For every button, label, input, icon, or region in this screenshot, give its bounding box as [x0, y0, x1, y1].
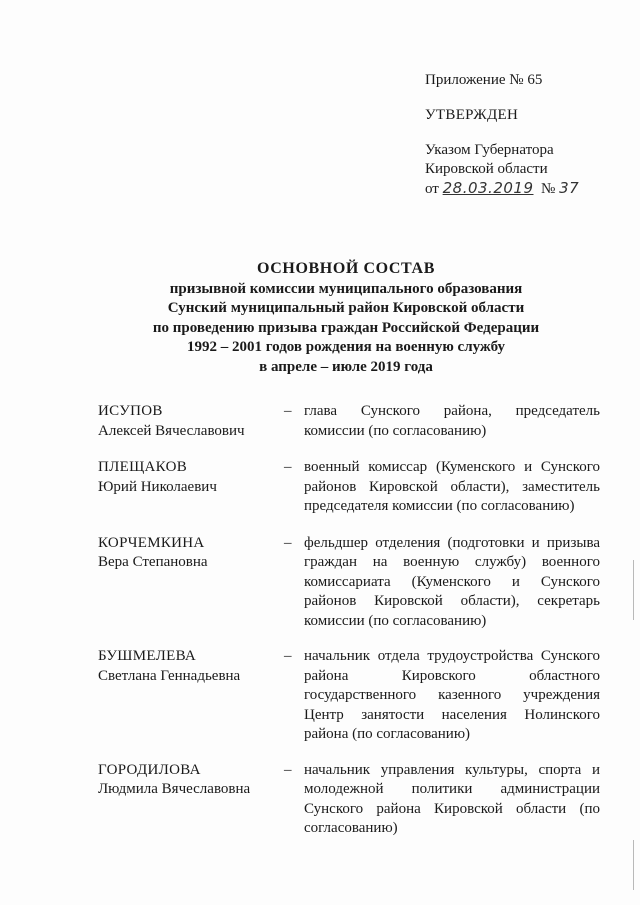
member-description: военный комиссар (Куменского и Сунского районов Кировской области), заместитель председателя комиссии (по согласованию) [304, 459, 600, 514]
member-dash: – [284, 459, 292, 475]
number-sign: № [541, 181, 556, 197]
scan-edge-mark [633, 840, 634, 890]
title-line-5: в апреле – июле 2019 года [259, 358, 433, 375]
member-dash: – [284, 761, 292, 778]
member-given-names: Светлана Геннадьевна [98, 667, 241, 684]
member-row [98, 534, 600, 632]
date-prefix: от [425, 181, 439, 197]
title-line-2: Сунский муниципальный район Кировской области [167, 300, 525, 316]
title-line-1: призывной комиссии муниципального образования [169, 280, 523, 297]
member-surname: ИСУПОВ [98, 403, 163, 419]
approval-stamp-block [425, 71, 579, 199]
member-given-names: Людмила Вячеславовна [98, 781, 251, 797]
member-description: глава Сунского района, председатель комиссии (по согласованию) [304, 403, 600, 439]
document-title: ОСНОВНОЙ СОСТАВ [257, 260, 435, 277]
appendix-label: Приложение № 65 [425, 72, 543, 88]
decree-line-1: Указом Губернатора [425, 142, 554, 158]
handwritten-date: 28.03.2019 [442, 179, 534, 197]
member-description: начальник управления культуры, спорта и молодежной политики администрации Сунского района Кировской области (по согласованию) [304, 761, 600, 836]
member-name [98, 534, 284, 632]
member-row [98, 647, 600, 745]
member-name [98, 402, 284, 441]
title-line-3: по проведению призыва граждан Российской Федерации [152, 319, 540, 336]
member-name [98, 458, 284, 517]
member-surname: ПЛЕЩАКОВ [98, 459, 188, 475]
decree-date-number-row [425, 179, 579, 199]
document-title-block [100, 259, 592, 377]
approved-label: УТВЕРЖДЕН [425, 107, 519, 123]
member-name [98, 647, 284, 745]
member-name [98, 761, 284, 839]
member-row [98, 761, 600, 839]
member-dash: – [284, 403, 292, 419]
member-given-names: Вера Степановна [98, 554, 208, 570]
member-surname: ГОРОДИЛОВА [98, 761, 201, 778]
commission-members-list [98, 402, 600, 839]
member-row [98, 402, 600, 441]
member-dash: – [284, 648, 292, 664]
member-given-names: Юрий Николаевич [98, 478, 217, 495]
title-line-4: 1992 – 2001 годов рождения на военную службу [186, 339, 506, 355]
member-row [98, 458, 600, 517]
member-surname: КОРЧЕМКИНА [98, 534, 205, 551]
member-dash: – [284, 534, 292, 551]
member-surname: БУШМЕЛЕВА [98, 648, 197, 664]
member-description: начальник отдела трудоустройства Сунского района Кировского областного государственного казенного учреждения Центр занятости населения Нолинского района (по согласованию) [304, 648, 600, 742]
member-description: фельдшер отделения (подготовки и призыва граждан на военную службу) военного комиссариата (Куменского и Сунского районов Кировской области), секретарь комиссии (по согласованию) [304, 534, 600, 629]
member-given-names: Алексей Вячеславович [98, 422, 245, 439]
decree-line-2: Кировской области [425, 161, 548, 177]
handwritten-number: 37 [559, 179, 580, 197]
scan-edge-mark [633, 560, 634, 620]
